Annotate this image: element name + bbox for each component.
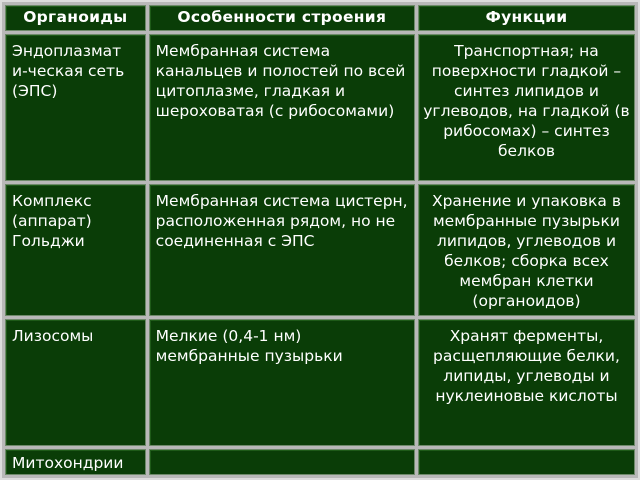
cell-organoid: Митохондрии [5, 449, 146, 475]
table-row [5, 34, 635, 181]
header-row [5, 5, 635, 31]
header-structure: Особенности строения [149, 5, 415, 31]
cell-structure: Мембранная система цистерн, расположенная рядом, но не соединенная с ЭПС [149, 184, 415, 316]
header-functions: Функции [418, 5, 635, 31]
header-organoid: Органоиды [5, 5, 146, 31]
cell-structure [149, 449, 415, 475]
cell-structure: Мелкие (0,4-1 нм) мембранные пузырьки [149, 319, 415, 446]
table-row [5, 184, 635, 316]
table-row [5, 319, 635, 446]
table-row [5, 449, 635, 475]
organoids-table [2, 2, 638, 478]
cell-functions: Хранят ферменты, расщепляющие белки, липиды, углеводы и нуклеиновые кислоты [418, 319, 635, 446]
cell-organoid: Эндоплазмат и-ческая сеть (ЭПС) [5, 34, 146, 181]
cell-functions: Хранение и упаковка в мембранные пузырьки липидов, углеводов и белков; сборка всех мембран клетки (органоидов) [418, 184, 635, 316]
cell-structure: Мембранная система канальцев и полостей по всей цитоплазме, гладкая и шероховатая (с рибосомами) [149, 34, 415, 181]
cell-organoid: Лизосомы [5, 319, 146, 446]
cell-functions: Транспортная; на поверхности гладкой – синтез липидов и углеводов, на гладкой (в рибосомах) – синтез белков [418, 34, 635, 181]
cell-organoid: Комплекс (аппарат) Гольджи [5, 184, 146, 316]
cell-functions [418, 449, 635, 475]
